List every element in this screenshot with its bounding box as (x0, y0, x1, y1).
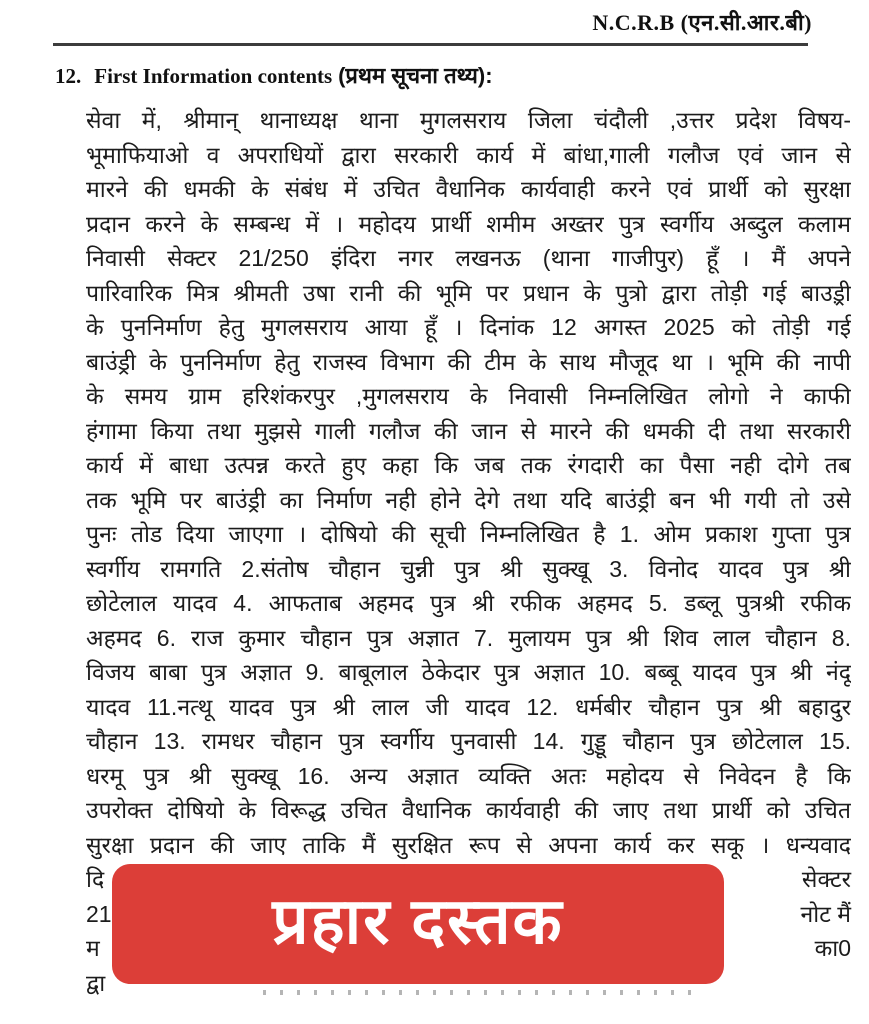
covered-line-left-fragment: 21 (86, 900, 112, 927)
fir-text-line: निवासी सेक्टर 21/250 इंदिरा नगर लखनऊ (थाना गाजीपुर) हूँ । मैं अपने (86, 245, 851, 271)
fir-text-line: मारने की धमकी के संबंध में उचित वैधानिक कार्यवाही करने एवं प्रार्थी को सुरक्षा (86, 176, 851, 202)
covered-text-remnant (263, 990, 703, 995)
fir-text-line: भूमाफियाओ व अपराधियों द्वारा सरकारी कार्य में बांधा,गाली गलौज एवं जान से (86, 141, 851, 168)
section-heading (55, 60, 493, 90)
fir-text-line: के पुननिर्माण हेतु मुगलसराय आया हूँ । दिनांक 12 अगस्त 2025 को तोड़ी गई (86, 314, 851, 340)
header-divider (53, 43, 808, 46)
fir-text-line: सेवा में, श्रीमान् थानाध्यक्ष थाना मुगलसराय जिला चंदौली ,उत्तर प्रदेश विषय- (86, 107, 851, 133)
fir-text-line: स्वर्गीय रामगति 2.संतोष चौहान चुन्नी पुत्र श्री सुक्खू 3. विनोद यादव पुत्र श्री (86, 555, 851, 582)
section-title-english: First Information contents (94, 64, 333, 88)
ncrb-header: N.C.R.B (एन.सी.आर.बी) (592, 10, 812, 35)
fir-text-line: बाउंड्री के पुननिर्माण हेतु राजस्व विभाग की टीम के साथ मौजूद था । भूमि की नापी (86, 348, 851, 375)
covered-line-right-fragment: सेक्टर (801, 866, 851, 892)
fir-text-line: उपरोक्त दोषियो के विरूद्ध उचित वैधानिक कार्यवाही की जाए तथा प्रार्थी को उचित (86, 797, 851, 823)
fir-text-line: के समय ग्राम हरिशंकरपुर ,मुगलसराय के निवासी निम्नलिखित लोगो ने काफी (86, 383, 851, 409)
fir-text-line: विजय बाबा पुत्र अज्ञात 9. बाबूलाल ठेकेदार पुत्र अज्ञात 10. बब्बू यादव पुत्र श्री नंदू (86, 659, 851, 685)
fir-text-line: कार्य में बाधा उत्पन्न करते हुए कहा कि जब तक रंगदारी का पैसा नही दोगे तब (86, 452, 851, 478)
fir-text-line: छोटेलाल यादव 4. आफताब अहमद पुत्र श्री रफीक अहमद 5. डब्लू पुत्रश्री रफीक (86, 590, 851, 616)
section-title-hindi: (प्रथम सूचना तथ्य): (338, 63, 493, 88)
covered-line-right-fragment: नोट मैं (800, 900, 851, 927)
prahar-dastak-stamp-label: प्रहार दस्तक (272, 885, 564, 957)
prahar-dastak-stamp (112, 864, 724, 984)
fir-text-line: सुरक्षा प्रदान की जाए ताकि मैं सुरक्षित रूप से अपना कार्य कर सकू । धन्यवाद (86, 831, 851, 858)
section-number: 12. (55, 64, 82, 88)
fir-text-line: पुनः तोड दिया जाएगा । दोषियो की सूची निम्नलिखित है 1. ओम प्रकाश गुप्ता पुत्र (86, 521, 851, 547)
fir-text-line: हंगामा किया तथा मुझसे गाली गलौज की जान से मारने की धमकी दी तथा सरकारी (86, 417, 851, 444)
section-title (94, 60, 492, 90)
fir-text-line: अहमद 6. राज कुमार चौहान पुत्र अज्ञात 7. मुलायम पुत्र श्री शिव लाल चौहान 8. (86, 624, 851, 651)
covered-line-left-fragment: दि (86, 866, 105, 892)
covered-line-left-fragment: म (86, 935, 100, 961)
fir-text-line: प्रदान करने के सम्बन्ध में । महोदय प्रार्थी शमीम अख्तर पुत्र स्वर्गीय अब्दुल कलाम (86, 210, 851, 237)
fir-text-line: धरमू पुत्र श्री सुक्खू 16. अन्य अज्ञात व्यक्ति अतः महोदय से निवेदन है कि (86, 762, 851, 789)
fir-text-line: तक भूमि पर बाउंड्री का निर्माण नही होने देगे तथा यदि बाउंड्री बन भी गयी तो उसे (86, 486, 851, 513)
fir-text-line: चौहान 13. रामधर चौहान पुत्र स्वर्गीय पुनवासी 14. गुड्डू चौहान पुत्र छोटेलाल 15. (86, 728, 851, 754)
covered-line-right-fragment: का0 (814, 935, 851, 961)
fir-text-line: पारिवारिक मित्र श्रीमती उषा रानी की भूमि पर प्रधान के पुत्रो द्वारा तोड़ी गई बाउड़्री (86, 279, 851, 306)
covered-line-left-fragment: द्वा (86, 969, 106, 996)
fir-text-line: यादव 11.नत्थू यादव पुत्र श्री लाल जी यादव 12. धर्मबीर चौहान पुत्र श्री बहादुर (86, 693, 851, 720)
